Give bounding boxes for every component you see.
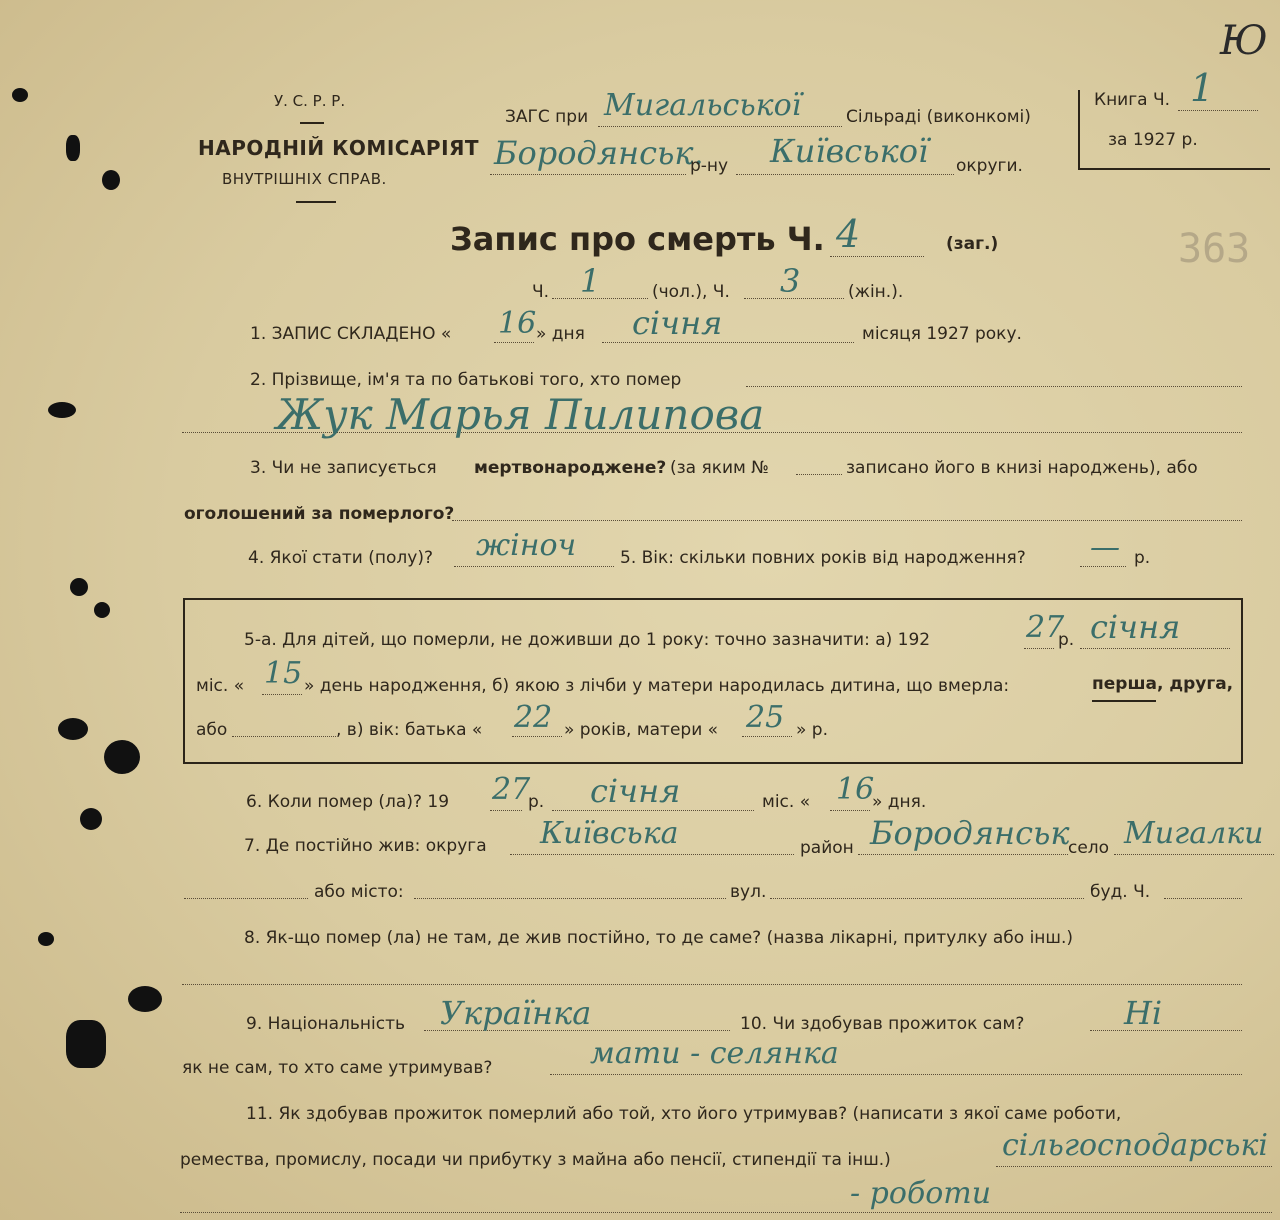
field-5a-mother-line xyxy=(742,736,792,737)
district-line xyxy=(490,174,686,175)
no-label: Ч. xyxy=(532,282,550,302)
field-5a-year: 27 xyxy=(1026,610,1065,645)
field-7-house-label: буд. Ч. xyxy=(1090,882,1151,902)
field-9-label: 9. Національність xyxy=(246,1014,406,1034)
field-2-label: 2. Прізвище, ім'я та по батькові того, хто помер xyxy=(250,370,682,390)
female-no: 3 xyxy=(780,262,801,300)
field-11-line2: ремества, промислу, посади чи прибутку з майна або пенсії, стипендії та інш.) xyxy=(180,1150,891,1170)
field-5-label: 5. Вік: скільки повних років від народження? xyxy=(620,548,1026,568)
header-rule xyxy=(300,122,324,124)
field-2-name: Жук Марья Пилипова xyxy=(276,390,765,439)
paper-hole xyxy=(102,170,120,190)
paper-hole xyxy=(94,602,110,618)
field-1-label: 1. ЗАПИС СКЛАДЕНО « xyxy=(250,324,452,344)
commissariat-title: НАРОДНІЙ КОМІСАРІЯТ xyxy=(198,136,480,160)
field-5a-or: або xyxy=(196,720,228,740)
field-7-label: 7. Де постійно жив: округа xyxy=(244,836,487,856)
field-10b-line xyxy=(550,1074,1242,1075)
district-value: Бородянськ. xyxy=(494,134,704,172)
total-label: (заг.) xyxy=(946,234,999,254)
paper-hole xyxy=(104,740,140,774)
field-5a-day-line xyxy=(262,694,302,695)
field-5a-or-line xyxy=(232,736,336,737)
first-underline xyxy=(1092,700,1156,702)
field-5a-line1: 5-а. Для дітей, що померли, не доживши до 1 року: точно зазначити: а) 192 xyxy=(244,630,931,650)
field-6-month: січня xyxy=(590,772,681,810)
field-6-r: р. xyxy=(528,792,545,812)
zags-value: Мигальської xyxy=(604,88,802,123)
field-6-month-line xyxy=(552,810,754,811)
female-label: (жін.). xyxy=(848,282,904,302)
field-5-end: р. xyxy=(1134,548,1151,568)
field-7-selo-label: село xyxy=(1068,838,1110,858)
field-7-house-line xyxy=(1164,898,1242,899)
field-3-line xyxy=(452,520,1242,521)
field-3-d: записано його в книзі народжень), або xyxy=(846,458,1198,478)
field-8-label: 8. Як-що помер (ла) не там, де жив постійно, то де саме? (назва лікарні, притулку або інш.) xyxy=(244,928,1073,948)
paper-hole xyxy=(58,718,88,740)
book-no-value: 1 xyxy=(1190,66,1215,110)
field-5a-mother: 25 xyxy=(746,700,785,735)
okrug-value: Київської xyxy=(770,132,929,170)
field-3-no-line xyxy=(796,474,842,475)
field-7-rayon-label: район xyxy=(800,838,854,858)
field-5a-r: р. xyxy=(1058,630,1075,650)
field-6-day: 16 xyxy=(836,772,875,807)
field-2-line-a xyxy=(746,386,1242,387)
field-5a-year-line xyxy=(1024,648,1054,649)
field-7-okrug-line xyxy=(510,854,794,855)
field-5a-mother-label: » років, матери « xyxy=(564,720,719,740)
field-7-city-line xyxy=(414,898,726,899)
field-3-a: 3. Чи не записується xyxy=(250,458,437,478)
department-title: ВНУТРІШНІХ СПРАВ. xyxy=(222,170,387,188)
paper-hole xyxy=(48,402,76,418)
district-label: р-ну xyxy=(690,156,729,176)
paper-hole xyxy=(70,578,88,596)
field-1-day-line xyxy=(494,342,534,343)
field-8-line xyxy=(182,984,1242,985)
field-7-street-label: вул. xyxy=(730,882,767,902)
paper-hole xyxy=(128,986,162,1012)
field-4-line xyxy=(454,566,614,567)
field-10-value: Ні xyxy=(1124,994,1163,1032)
field-5a-month-line xyxy=(1080,648,1230,649)
field-7-okrug: Київська xyxy=(540,816,679,851)
field-7-rayon-line xyxy=(858,854,1068,855)
field-10b-value: мати - селянка xyxy=(590,1036,839,1071)
field-5a-father: 22 xyxy=(514,700,553,735)
field-7-city-label: або місто: xyxy=(314,882,404,902)
field-11-line-b xyxy=(180,1212,1272,1213)
field-10b-label: як не сам, то хто саме утримував? xyxy=(182,1058,493,1078)
council-label: Сільраді (виконкомі) xyxy=(846,107,1031,127)
book-label: Книга Ч. xyxy=(1094,90,1171,110)
field-5a-end: » р. xyxy=(796,720,828,740)
republic-abbr: У. С. Р. Р. xyxy=(274,92,346,110)
field-7-rayon: Бородянськ xyxy=(870,814,1070,852)
corner-mark: Ю xyxy=(1220,18,1268,64)
field-4-value: жіноч xyxy=(476,528,577,563)
field-5a-father-line xyxy=(512,736,562,737)
paper-hole xyxy=(12,88,28,102)
field-9-value: Українка xyxy=(440,994,592,1032)
field-11-value2: - роботи xyxy=(850,1176,992,1211)
okrug-line xyxy=(736,174,954,175)
field-5a-day: 15 xyxy=(264,656,303,691)
field-11-value: сільгосподарські xyxy=(1002,1128,1268,1163)
book-year: за 1927 р. xyxy=(1108,130,1198,150)
field-5-value: — xyxy=(1090,530,1120,565)
record-no-line xyxy=(830,256,924,257)
book-no-line xyxy=(1178,110,1258,111)
field-7-selo-line xyxy=(1114,854,1274,855)
field-1-mid: » дня xyxy=(536,324,585,344)
field-6-day-line xyxy=(830,810,870,811)
field-6-mis: міс. « xyxy=(762,792,811,812)
zags-label: ЗАГС при xyxy=(505,107,589,127)
record-no-value: 4 xyxy=(836,212,861,256)
okrug-label: округи. xyxy=(956,156,1023,176)
male-no: 1 xyxy=(580,262,601,300)
field-7-blank-line xyxy=(184,898,308,899)
header-rule xyxy=(296,201,336,203)
paper-hole xyxy=(66,135,80,161)
field-3-stillborn: мертвонароджене? xyxy=(474,458,667,478)
field-11-line xyxy=(996,1166,1272,1167)
field-5a-first-second: перша, друга, xyxy=(1092,674,1234,694)
field-3-c: (за яким № xyxy=(670,458,769,478)
field-10-label: 10. Чи здобував прожиток сам? xyxy=(740,1014,1025,1034)
paper-hole xyxy=(38,932,54,946)
field-5a-mis: міс. « xyxy=(196,676,245,696)
field-1-month-line xyxy=(602,342,854,343)
zags-line xyxy=(598,126,842,127)
paper-hole xyxy=(80,808,102,830)
male-label: (чол.), Ч. xyxy=(652,282,730,302)
field-1-month: січня xyxy=(632,304,723,342)
field-6-end: » дня. xyxy=(872,792,927,812)
field-10-line xyxy=(1090,1030,1242,1031)
paper-hole xyxy=(66,1020,106,1068)
field-6-year-line xyxy=(490,810,522,811)
record-title: Запис про смерть Ч. xyxy=(450,220,825,258)
field-1-day: 16 xyxy=(498,306,537,341)
field-6-year: 27 xyxy=(492,772,531,807)
field-11-line1: 11. Як здобував прожиток померлий або той, хто його утримував? (написати з якої саме роботи, xyxy=(246,1104,1122,1124)
field-1-end: місяця 1927 року. xyxy=(862,324,1022,344)
field-7-street-line xyxy=(770,898,1084,899)
field-7-selo: Мигалки xyxy=(1124,816,1264,851)
field-5a-month: січня xyxy=(1090,608,1181,646)
field-3-declared: оголошений за померлого? xyxy=(184,504,455,524)
field-5a-father-label: , в) вік: батька « xyxy=(336,720,483,740)
field-4-label: 4. Якої стати (полу)? xyxy=(248,548,433,568)
stamp-number: 363 xyxy=(1178,226,1251,272)
field-5-line xyxy=(1080,566,1126,567)
field-6-label: 6. Коли помер (ла)? 19 xyxy=(246,792,450,812)
field-5a-line2: » день народження, б) якою з лічби у матери народилась дитина, що вмерла: xyxy=(304,676,1010,696)
